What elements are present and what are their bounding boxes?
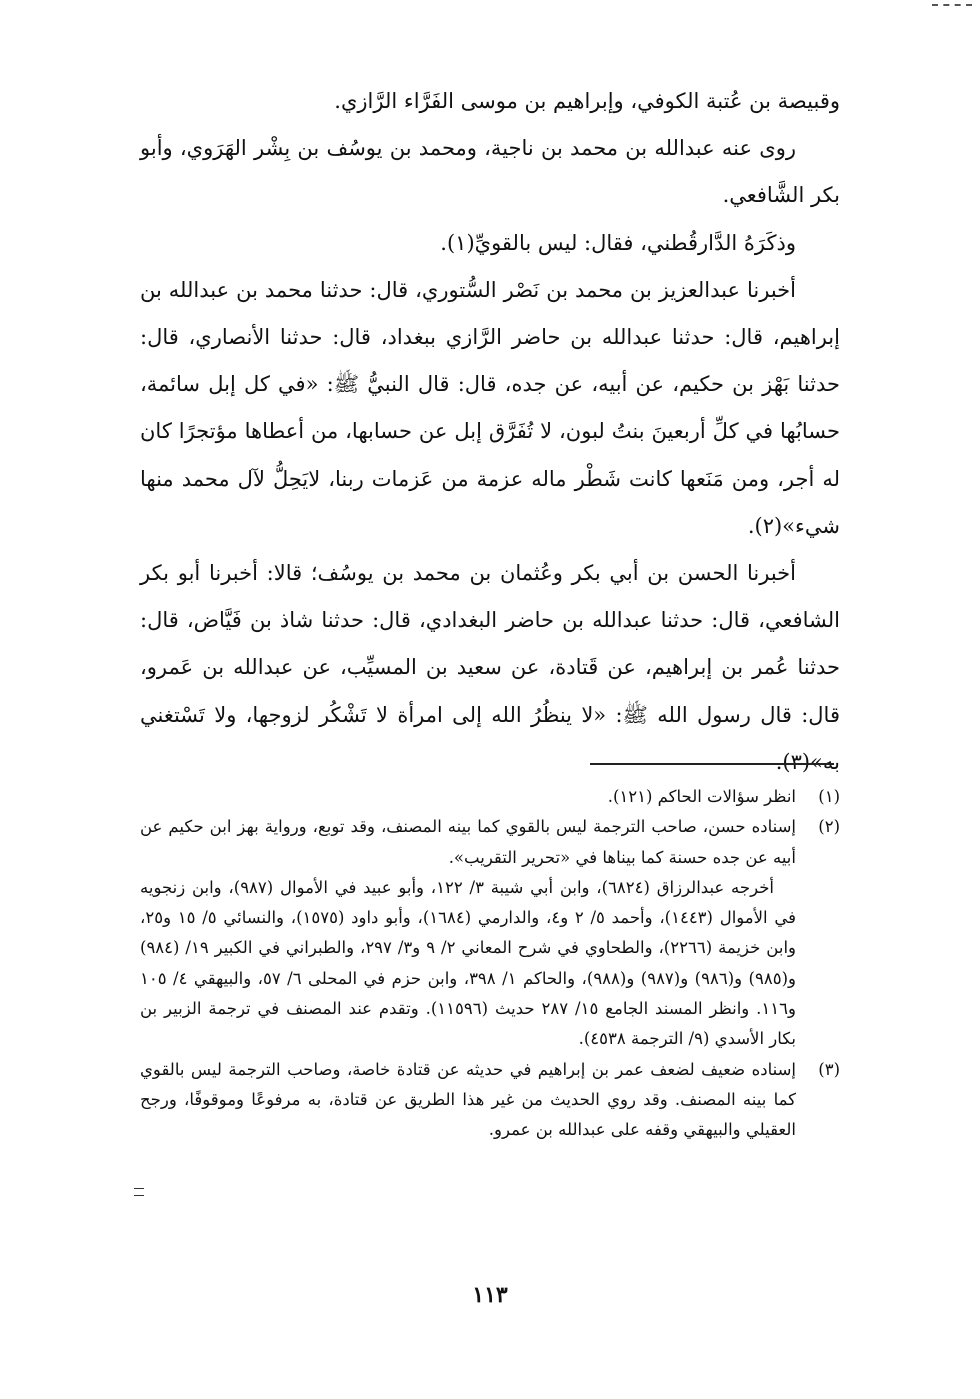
footnote-separator bbox=[590, 763, 834, 765]
footnote-text: أخرجه عبدالرزاق (٦٨٢٤)، وابن أبي شيبة ٣/ ١٢٢، وأبو عبيد في الأموال (٩٨٧)، وابن زنجويه في الأموال (١٤٤٣)، وأحمد ٥/ ٢ و٤، والدارمي (١٦٨٤)، وأبو داود (١٥٧٥)، والنسائي ٥/ ١٥ و٢٥، وابن خزيمة (٢٢٦٦)، والطحاوي في شرح المعاني ٢/ ٩ و٣/ ٢٩٧، والطبراني في الكبير ١٩/ (٩٨٤) و(٩٨٥) و(٩٨٦) و(٩٨٧) و(٩٨٨)، والحاكم ١/ ٣٩٨، وابن حزم في المحلى ٦/ ٥٧، والبيهقي ٤/ ١٠٥ و١١٦. وانظر المسند الجامع ١٥/ ٢٨٧ حديث (١١٥٩٦). وتقدم عند المصنف في ترجمة الزبير بن بكار الأسدي (٩/ الترجمة ٤٥٣٨). bbox=[140, 877, 796, 1049]
footnote-number: (١) bbox=[818, 787, 840, 806]
footnote-number: (٢) bbox=[818, 817, 840, 837]
footnote-text: إسناده حسن، صاحب الترجمة ليس بالقوي كما بينه المصنف، وقد توبع، ورواية بهز ابن حكيم عن أبيه عن جده حسنة كما بيناها في «تحرير التقريب». bbox=[140, 817, 796, 867]
paragraph-5: أخبرنا الحسن بن أبي بكر وعُثمان بن محمد بن يوسُف؛ قالا: أخبرنا أبو بكر الشافعي، قال: حدثنا عبدالله بن حاضر البغدادي، قال: حدثنا شاذ بن فَيَّاض، قال: حدثنا عُمر بن إبراهيم، عن قَتادة، عن سعيد بن المسيِّب، عن عبدالله بن عَمرو، قال: قال رسول الله ﷺ: «لا ينظُرُ الله إلى امرأة لا تَشْكُر لزوجها، ولا تَسْتغني به»(٣). bbox=[140, 561, 840, 774]
footnote-3 bbox=[140, 1055, 840, 1146]
paragraph-2: روى عنه عبدالله بن محمد بن ناجية، ومحمد بن يوسُف بن بِشْر الهَرَوي، وأبو بكر الشَّافعي. bbox=[140, 136, 840, 208]
footnote-2 bbox=[140, 812, 840, 1054]
margin-mark bbox=[134, 1188, 144, 1196]
paragraph-4: أخبرنا عبدالعزيز بن محمد بن نَصْر السُّتوري، قال: حدثنا محمد بن عبدالله بن إبراهيم، قال: حدثنا عبدالله بن حاضر الرَّازي ببغداد، قال: حدثنا الأنصاري، قال: حدثنا بَهْز بن حكيم، عن أبيه، عن جده، قال: قال النبيُّ ﷺ: «في كل إبل سائمة، حسابُها في كلِّ أربعينَ بنتُ لبون، لا تُفَرَّق إبل عن حسابها، من أعطاها مؤتجرًا كان له أجر، ومن مَنَعها كانت شَطْر ماله عزمة من عَزمات ربنا، لايَحِلُّ لآل محمد منها شيء»(٢). bbox=[140, 277, 840, 538]
footnote-text: انظر سؤالات الحاكم (١٢١). bbox=[607, 787, 796, 806]
paragraph-3: وذكَرَهُ الدَّارقُطني، فقال: ليس بالقويِّ(١). bbox=[440, 230, 796, 255]
footnotes bbox=[140, 782, 840, 1146]
paragraph-1: وقبيصة بن عُتبة الكوفي، وإبراهيم بن موسى الفَرَّاء الرَّازي. bbox=[334, 89, 840, 113]
footnote-number: (٣) bbox=[818, 1059, 840, 1079]
scan-edge-mark bbox=[932, 4, 972, 10]
footnote-1 bbox=[140, 782, 840, 812]
page-number: ١١٣ bbox=[472, 1282, 508, 1308]
footnote-body bbox=[140, 782, 796, 812]
footnote-body bbox=[140, 812, 796, 1054]
main-text bbox=[140, 78, 840, 786]
footnote-text: إسناده ضعيف لضعف عمر بن إبراهيم في حديثه عن قتادة خاصة، وصاحب الترجمة ليس بالقوي كما بينه المصنف. وقد روي الحديث من غير هذا الطريق عن قتادة، به مرفوعًا وموقوفًا، ورجح العقيلي والبيهقي وقفه على عبدالله بن عمرو. bbox=[140, 1059, 796, 1140]
footnote-body bbox=[140, 1055, 796, 1146]
